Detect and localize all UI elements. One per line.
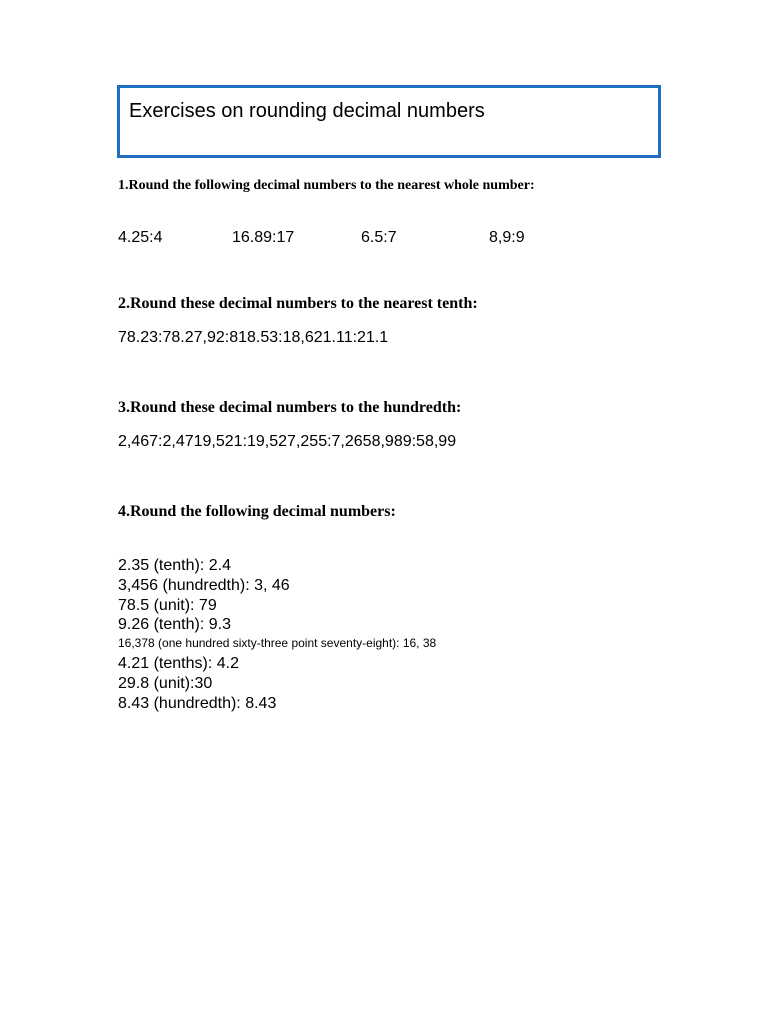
exercise-4-item: 4.21 (tenths): 4.2: [118, 655, 239, 673]
page-title: Exercises on rounding decimal numbers: [129, 100, 485, 122]
exercise-1-answer: 4.25:4: [118, 229, 163, 246]
exercise-3-heading: 3.Round these decimal numbers to the hundredth:: [118, 399, 462, 416]
exercise-4-item: 3,456 (hundredth): 3, 46: [118, 576, 290, 594]
exercise-1-heading: 1.Round the following decimal numbers to the nearest whole number:: [118, 178, 535, 193]
exercise-4-heading: 4.Round the following decimal numbers:: [118, 503, 396, 520]
exercise-4-item: 29.8 (unit):30: [118, 674, 213, 692]
exercise-1-answer: 16.89:17: [232, 229, 295, 246]
title-box: [117, 85, 661, 158]
exercise-4-list: [118, 556, 436, 714]
exercise-1-answer: 6.5:7: [361, 229, 397, 246]
exercise-2-answer: 78.23:78.27,92:818.53:18,621.11:21.1: [118, 329, 389, 346]
exercise-4-item: 78.5 (unit): 79: [118, 596, 217, 614]
exercise-2-heading: 2.Round these decimal numbers to the nearest tenth:: [118, 295, 478, 312]
exercise-4-item: 8.43 (hundredth): 8.43: [118, 694, 277, 712]
exercise-1-answer: 8,9:9: [489, 229, 525, 246]
exercise-4-item: 16,378 (one hundred sixty-three point seventy-eight): 16, 38: [118, 636, 437, 651]
exercise-3-answer: 2,467:2,4719,521:19,527,255:7,2658,989:58,99: [118, 433, 457, 450]
exercise-4-item: 9.26 (tenth): 9.3: [118, 616, 231, 634]
exercise-4-item: 2.35 (tenth): 2.4: [118, 557, 231, 574]
